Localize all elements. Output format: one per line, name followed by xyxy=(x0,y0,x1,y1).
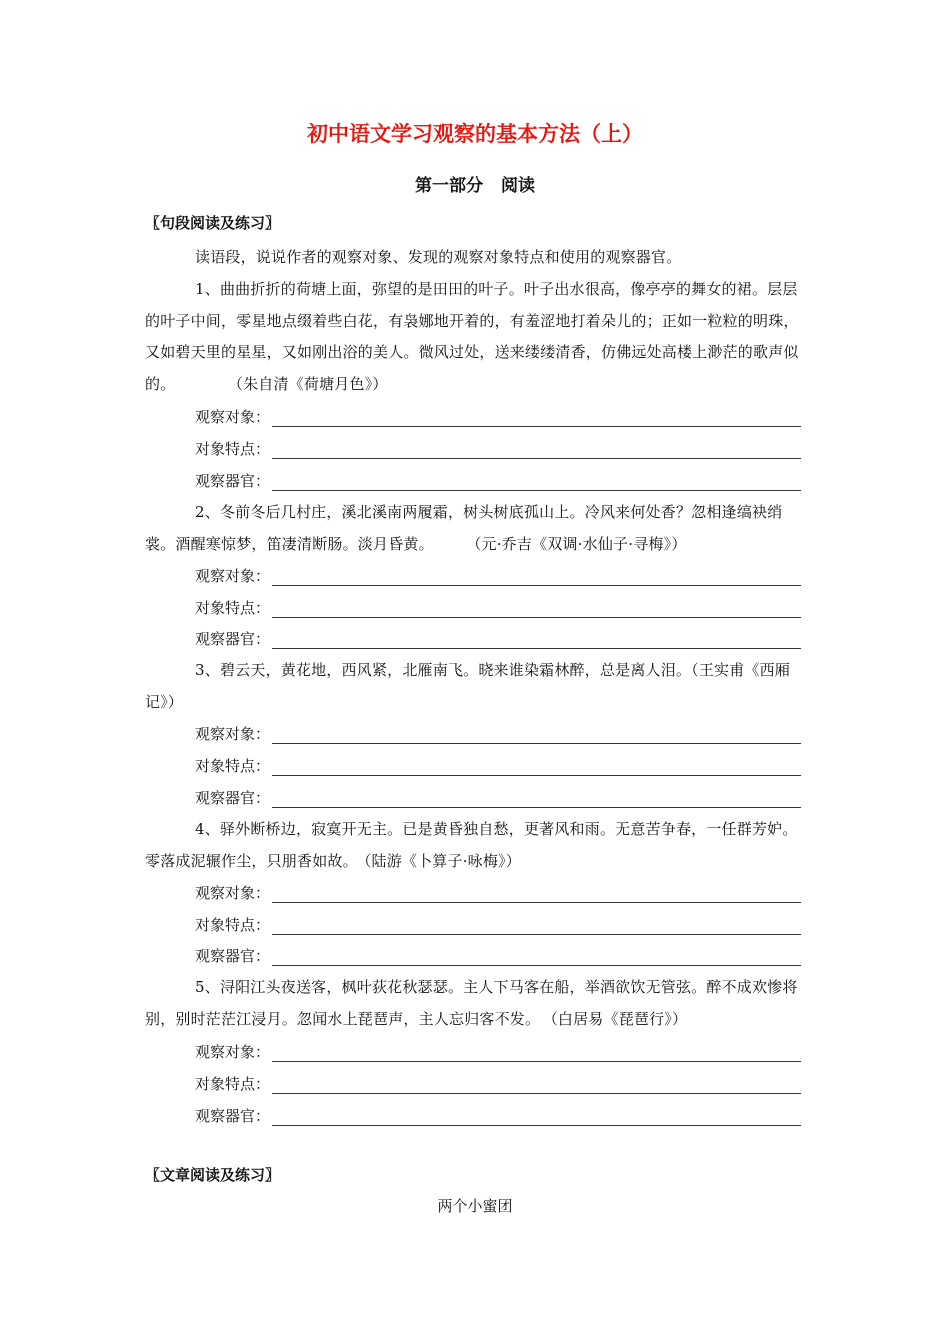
answer-line[interactable] xyxy=(272,886,801,903)
passage-2-feature-field[interactable] xyxy=(195,596,801,618)
passage-5 xyxy=(145,972,810,1035)
field-label: 观察器官： xyxy=(195,947,271,965)
part-number: 第一部分 xyxy=(415,176,483,196)
passage-5-object-field[interactable] xyxy=(195,1040,801,1062)
answer-line[interactable] xyxy=(272,1045,801,1062)
field-label: 对象特点： xyxy=(195,757,271,775)
passage-3-text: 3、碧云天，黄花地，西风紧，北雁南飞。晓来谁染霜林醉，总是离人泪。 xyxy=(195,661,692,679)
passage-1-text: 1、曲曲折折的荷塘上面，弥望的是田田的叶子。叶子出水很高，像亭亭的舞女的裙。层层的叶子中间，零星地点缀着些白花，有袅娜地开着的，有羞涩地打着朵儿的；正如一粒粒的明珠，又如碧天里的星星，又如刚出浴的美人。微风过处，送来缕缕清香，仿佛远处高楼上渺茫的歌声似的。 xyxy=(145,280,799,393)
page-title: 初中语文学习观察的基本方法（上） xyxy=(307,121,643,146)
field-label: 对象特点： xyxy=(195,916,271,934)
passage-4 xyxy=(145,814,810,877)
passage-2-text: 2、冬前冬后几村庄，溪北溪南两履霜，树头树底孤山上。冷风来何处香？忽相逢缟袂绡裳。酒醒寒惊梦，笛凄清断肠。淡月昏黄。 xyxy=(145,503,783,553)
passage-3-object-field[interactable] xyxy=(195,722,801,744)
passage-3-feature-field[interactable] xyxy=(195,754,801,776)
answer-line[interactable] xyxy=(272,410,801,427)
answer-line[interactable] xyxy=(272,791,801,808)
field-label: 观察对象： xyxy=(195,567,271,585)
field-label: 观察器官： xyxy=(195,630,271,648)
instructions-text: 读语段，说说作者的观察对象、发现的观察对象特点和使用的观察器官。 xyxy=(195,248,682,266)
field-label: 观察器官： xyxy=(195,789,271,807)
passage-4-object-field[interactable] xyxy=(195,881,801,903)
passage-1-organ-field[interactable] xyxy=(195,469,801,491)
passage-3-organ-field[interactable] xyxy=(195,786,801,808)
field-label: 观察对象： xyxy=(195,1043,271,1061)
answer-line[interactable] xyxy=(272,569,801,586)
answer-line[interactable] xyxy=(272,1109,801,1126)
passage-3 xyxy=(145,655,810,718)
passage-1-source: （朱自清《荷塘月色》） xyxy=(235,374,388,393)
passage-5-text: 5、浔阳江头夜送客，枫叶荻花秋瑟瑟。主人下马客在船，举酒欲饮无管弦。醉不成欢惨将别，别时茫茫江浸月。忽闻水上琵琶声，主人忘归客不发。 xyxy=(145,978,798,1028)
answer-line[interactable] xyxy=(272,474,801,491)
passage-3-source: （王实甫《西厢记》） xyxy=(145,661,791,711)
passage-4-organ-field[interactable] xyxy=(195,944,801,966)
passage-2-source: （元·乔吉《双调·水仙子·寻梅》） xyxy=(473,534,687,553)
answer-line[interactable] xyxy=(272,442,801,459)
field-label: 观察器官： xyxy=(195,1107,271,1125)
article-title: 两个小蜜团 xyxy=(437,1197,513,1215)
section-heading-article-reading: 〖文章阅读及练习〗 xyxy=(145,1166,281,1184)
field-label: 观察对象： xyxy=(195,884,271,902)
answer-line[interactable] xyxy=(272,1077,801,1094)
part-heading xyxy=(0,171,950,196)
passage-4-text: 4、驿外断桥边，寂寞开无主。已是黄昏独自愁，更著风和雨。无意苦争春，一任群芳妒。零落成泥辗作尘，只朋香如故。 xyxy=(145,820,798,870)
answer-line[interactable] xyxy=(272,601,801,618)
passage-4-source: （陆游《卜算子·咏梅》） xyxy=(363,851,521,870)
passage-1-feature-field[interactable] xyxy=(195,437,801,459)
answer-line[interactable] xyxy=(272,949,801,966)
field-label: 观察器官： xyxy=(195,472,271,490)
passage-2-organ-field[interactable] xyxy=(195,627,801,649)
field-label: 观察对象： xyxy=(195,725,271,743)
answer-line[interactable] xyxy=(272,632,801,649)
answer-line[interactable] xyxy=(272,759,801,776)
passage-5-organ-field[interactable] xyxy=(195,1104,801,1126)
passage-1 xyxy=(145,274,810,400)
passage-2-object-field[interactable] xyxy=(195,564,801,586)
field-label: 对象特点： xyxy=(195,1075,271,1093)
instructions xyxy=(145,242,810,274)
part-name: 阅读 xyxy=(501,176,535,196)
field-label: 对象特点： xyxy=(195,440,271,458)
passage-5-source: （白居易《琵琶行》） xyxy=(550,1009,688,1028)
section-heading-sentence-reading: 〖句段阅读及练习〗 xyxy=(145,214,281,232)
field-label: 对象特点： xyxy=(195,599,271,617)
field-label: 观察对象： xyxy=(195,408,271,426)
passage-5-feature-field[interactable] xyxy=(195,1072,801,1094)
answer-line[interactable] xyxy=(272,918,801,935)
passage-1-object-field[interactable] xyxy=(195,405,801,427)
passage-4-feature-field[interactable] xyxy=(195,913,801,935)
passage-2 xyxy=(145,497,810,560)
answer-line[interactable] xyxy=(272,727,801,744)
